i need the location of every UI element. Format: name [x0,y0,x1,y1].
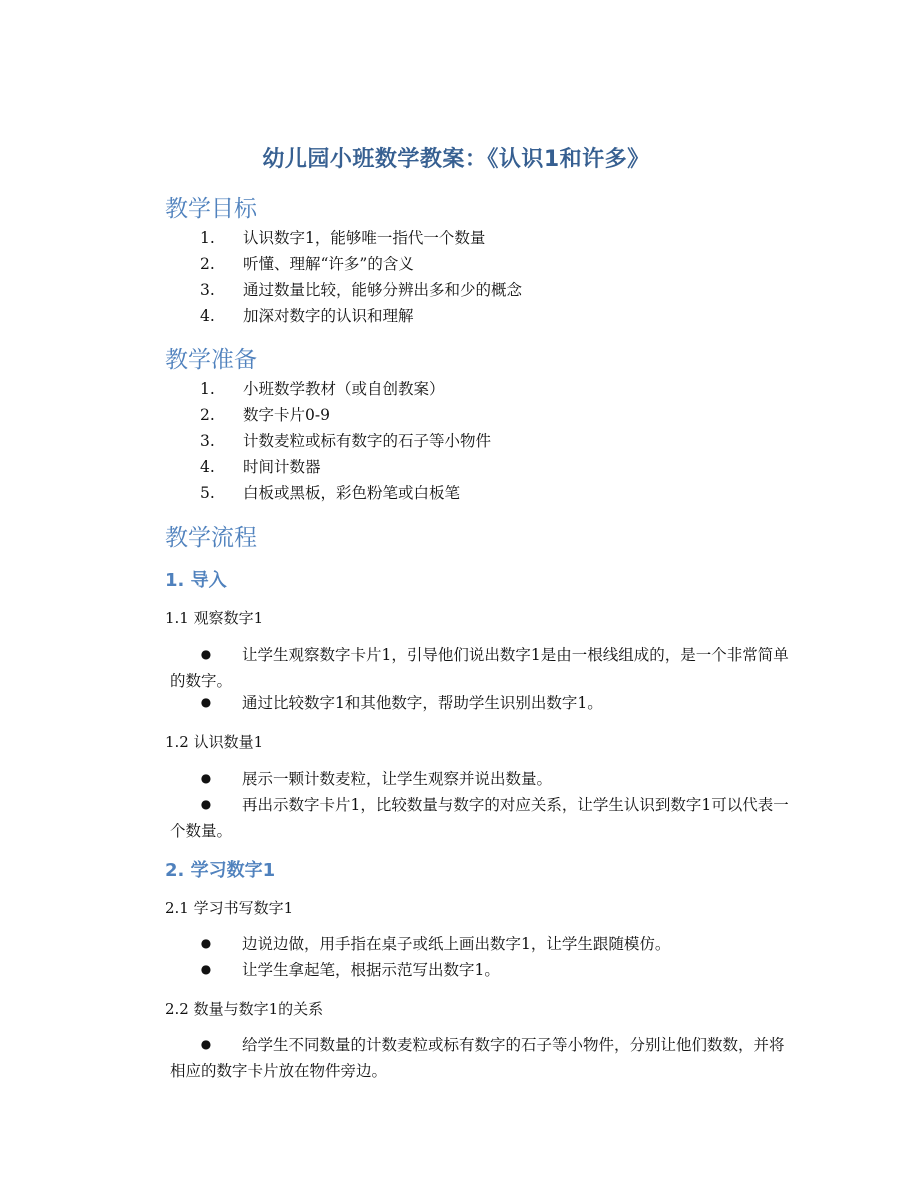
list-number: 4. [200,458,215,476]
document-title: 幼儿园小班数学教案：《认识1和许多》 [262,147,650,172]
bullet-item [170,641,790,694]
prep-item [200,455,321,477]
goal-item [200,252,414,274]
bullet-text: 让学生拿起笔，根据示范写出数字1。 [242,961,500,979]
bullet-icon: ● [200,771,212,785]
bullet-text: 通过比较数字1和其他数字，帮助学生识别出数字1。 [242,694,603,712]
bullet-text: 让学生观察数字卡片1，引导他们说出数字1是由一根线组成的，是一个非常简单的数字。 [170,646,789,690]
list-number: 2. [200,406,215,424]
bullet-item [170,1031,790,1084]
subheading-relation-1: 2.2 数量与数字1的关系 [165,1000,324,1018]
list-number: 2. [200,255,215,273]
bullet-icon: ● [200,936,212,950]
bullet-text: 给学生不同数量的计数麦粒或标有数字的石子等小物件，分别让他们数数，并将相应的数字卡片放在物件旁边。 [170,1036,785,1080]
goal-item [200,304,414,326]
list-number: 1. [200,229,215,247]
list-text: 加深对数字的认识和理解 [243,307,414,325]
goal-item [200,226,485,248]
bullet-text: 边说边做，用手指在桌子或纸上画出数字1，让学生跟随模仿。 [242,935,671,953]
list-text: 数字卡片0-9 [243,406,330,424]
list-text: 计数麦粒或标有数字的石子等小物件 [243,432,492,450]
list-text: 通过数量比较，能够分辨出多和少的概念 [243,281,523,299]
bullet-icon: ● [200,797,212,811]
bullet-icon: ● [200,695,212,709]
section-heading-process: 教学流程 [165,525,257,551]
list-text: 时间计数器 [243,458,321,476]
subheading-observe-1: 1.1 观察数字1 [165,609,264,627]
list-text: 白板或黑板，彩色粉笔或白板笔 [243,484,461,502]
list-number: 3. [200,432,215,450]
bullet-item [170,930,790,957]
prep-item [200,429,491,451]
bullet-icon: ● [200,1037,212,1051]
list-text: 听懂、理解“许多”的含义 [243,255,414,273]
section-heading-prep: 教学准备 [165,347,257,373]
bullet-item [170,689,790,716]
bullet-text: 再出示数字卡片1，比较数量与数字的对应关系，让学生认识到数字1可以代表一个数量。 [170,796,789,840]
list-number: 3. [200,281,215,299]
bullet-item [170,765,790,792]
subsection-heading-intro: 1. 导入 [165,570,227,591]
list-text: 认识数字1，能够唯一指代一个数量 [243,229,486,247]
list-number: 1. [200,380,215,398]
prep-item [200,481,460,503]
prep-item [200,403,330,425]
subheading-write-1: 2.1 学习书写数字1 [165,899,294,917]
list-number: 5. [200,484,215,502]
bullet-icon: ● [200,647,212,661]
section-heading-goals: 教学目标 [165,196,257,222]
subheading-quantity-1: 1.2 认识数量1 [165,733,264,751]
bullet-icon: ● [200,962,212,976]
bullet-item [170,791,790,844]
goal-item [200,278,522,300]
prep-item [200,377,445,399]
bullet-item [170,956,790,983]
bullet-text: 展示一颗计数麦粒，让学生观察并说出数量。 [242,770,553,788]
list-text: 小班数学教材（或自创教案） [243,380,445,398]
subsection-heading-learn: 2. 学习数字1 [165,860,276,881]
list-number: 4. [200,307,215,325]
